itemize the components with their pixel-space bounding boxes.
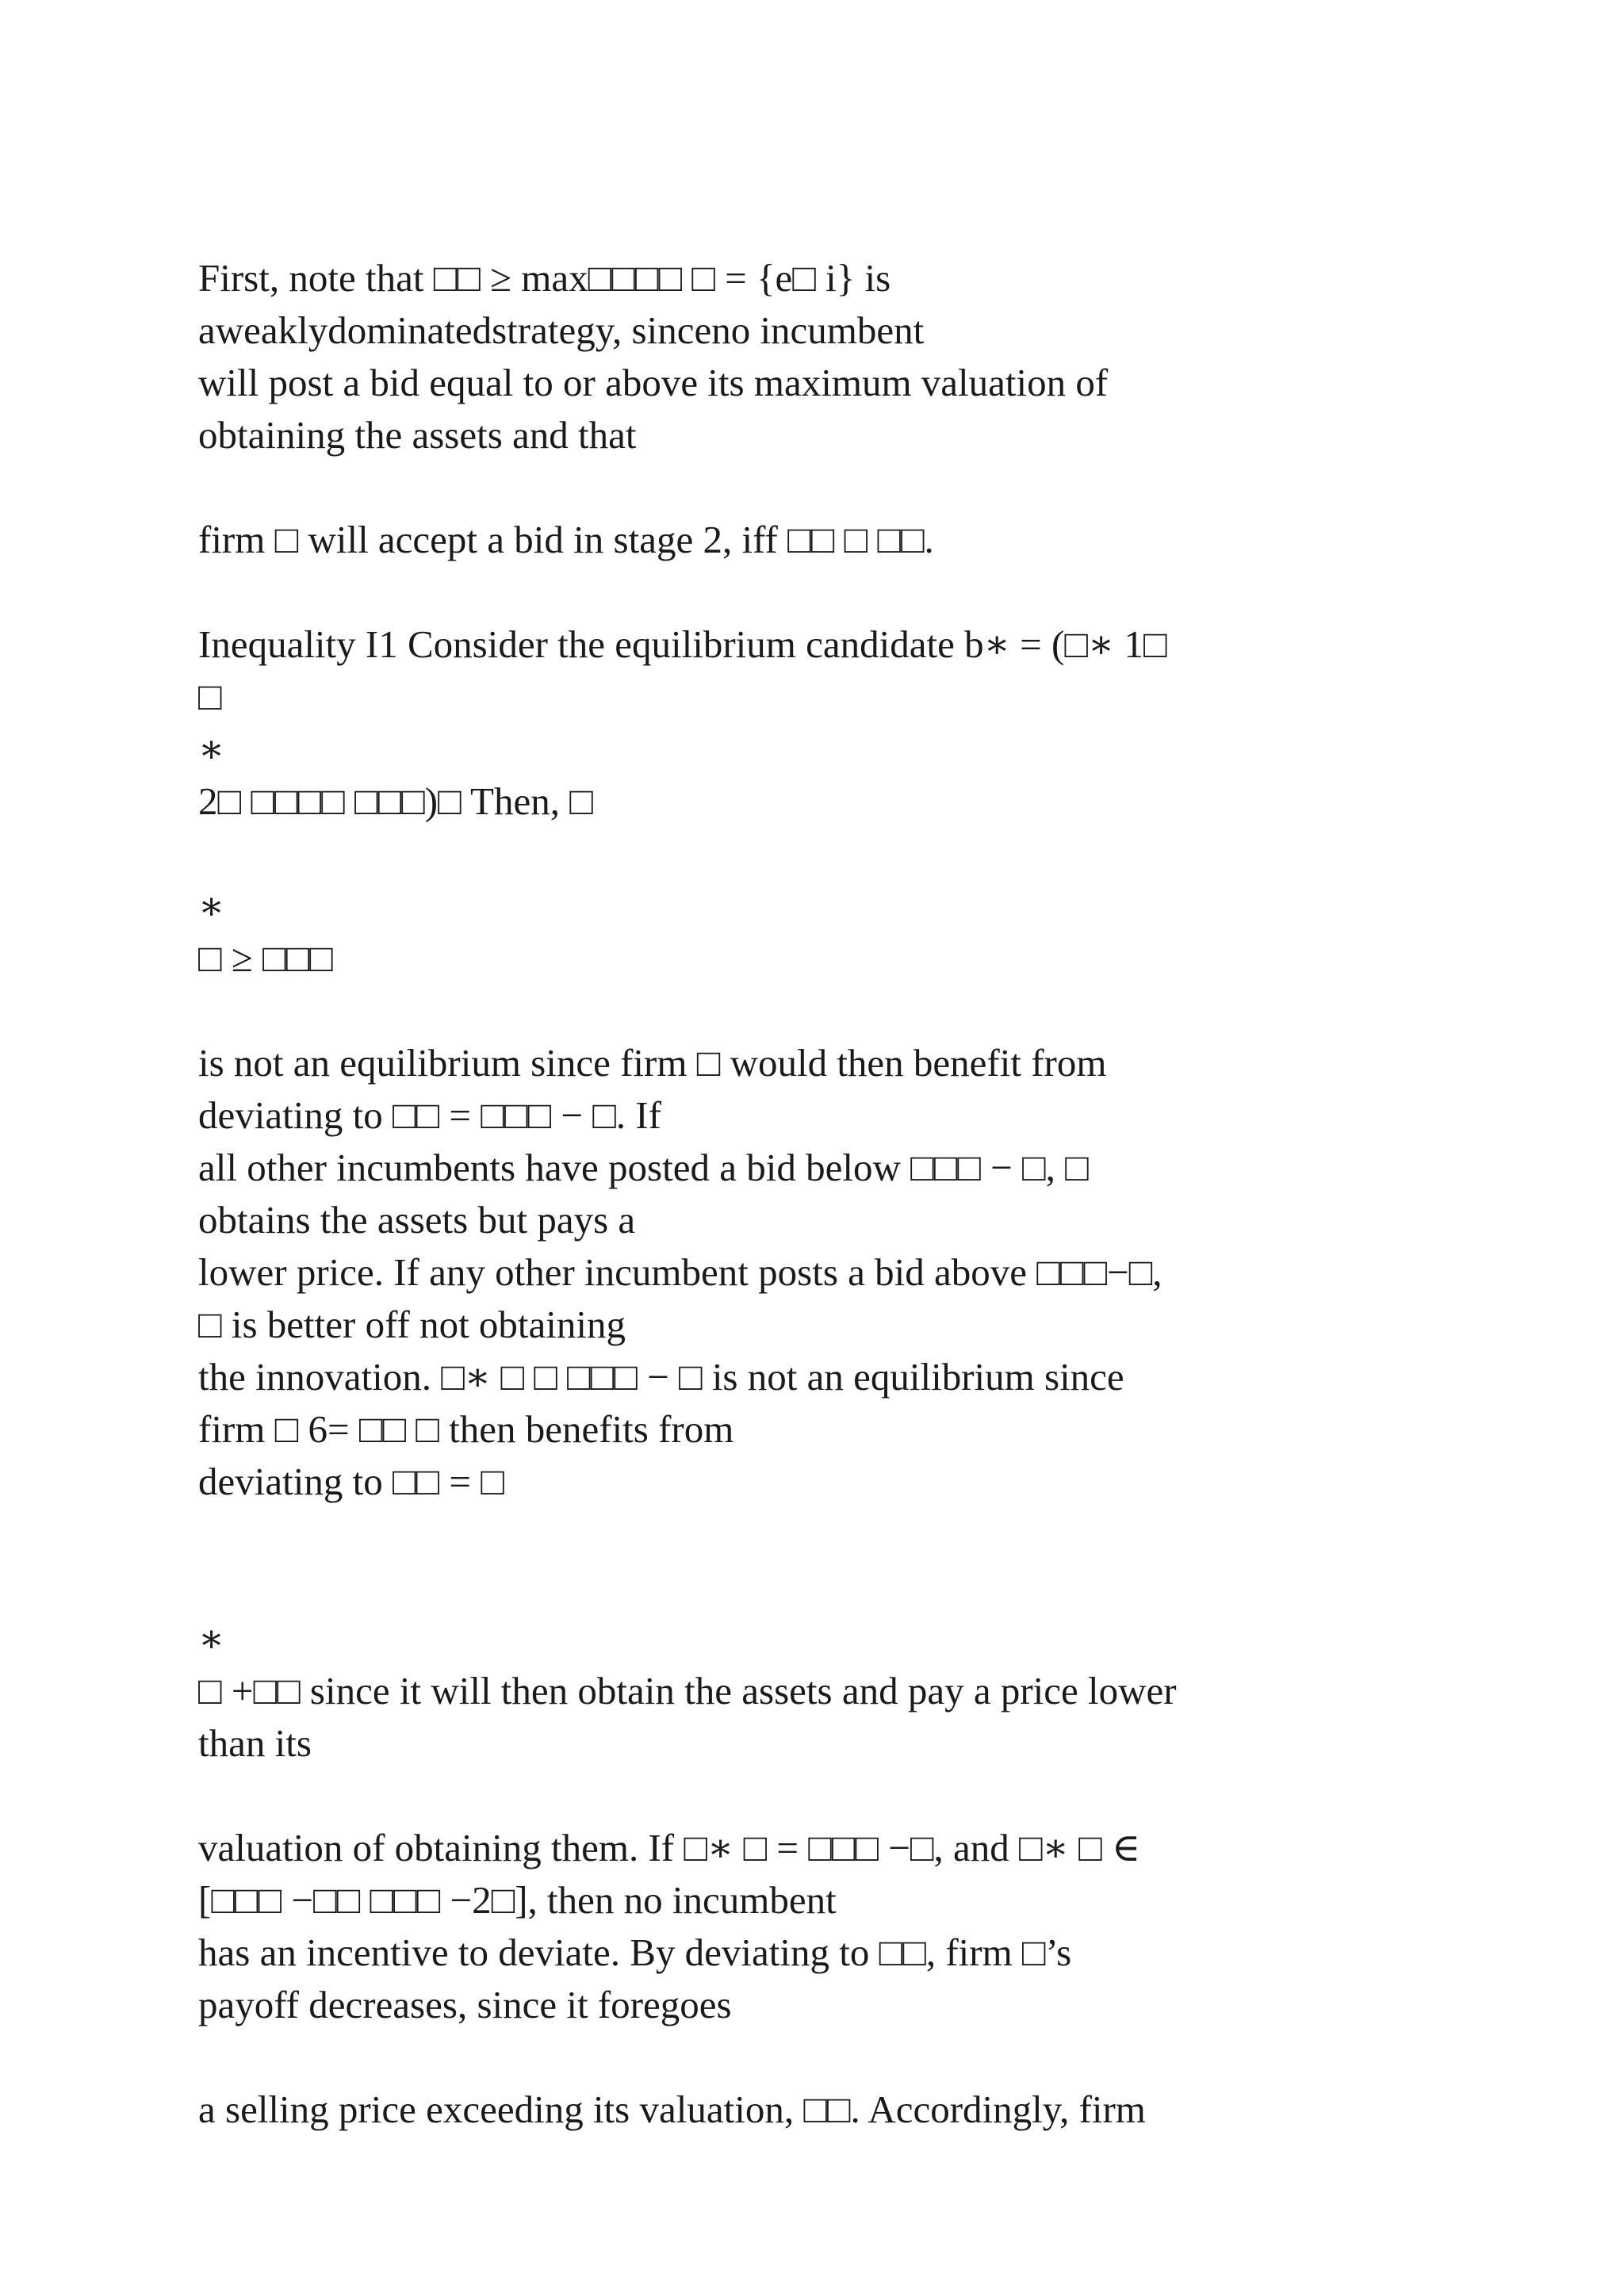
- text-line: payoff decreases, since it foregoes: [198, 1983, 732, 2026]
- text-line: □: [198, 675, 222, 718]
- text-line: □ ≥ □□□: [198, 936, 333, 980]
- blank-line: [198, 1508, 1515, 1560]
- blank-line: [198, 461, 1515, 514]
- text-line: [□□□ −□□ □□□ −2□], then no incumbent: [198, 1878, 837, 1922]
- text-line: all other incumbents have posted a bid below □□□ − □, □: [198, 1146, 1089, 1189]
- text-line: is not an equilibrium since firm □ would then benefit from: [198, 1041, 1107, 1085]
- text-line: Inequality I1 Consider the equilibrium candidate b∗ = (□∗ 1□: [198, 622, 1167, 666]
- text-line: will post a bid equal to or above its maximum valuation of: [198, 361, 1109, 404]
- text-line: lower price. If any other incumbent posts a bid above □□□−□,: [198, 1250, 1162, 1294]
- blank-line: [198, 985, 1515, 1037]
- text-line: the innovation. □∗ □ □ □□□ − □ is not an equilibrium since: [198, 1355, 1124, 1399]
- text-line: aweaklydominatedstrategy, sinceno incumbent: [198, 308, 925, 352]
- text-line: □ is better off not obtaining: [198, 1303, 626, 1346]
- text-line: a selling price exceeding its valuation, □□. Accordingly, firm: [198, 2087, 1146, 2131]
- blank-line: [198, 566, 1515, 618]
- text-line: □ +□□ since it will then obtain the assets and pay a price lower: [198, 1669, 1177, 1712]
- text-line: First, note that □□ ≥ max□□□□ □ = {e□ i} is: [198, 256, 891, 300]
- blank-line: [198, 1560, 1515, 1613]
- text-line: has an incentive to deviate. By deviating to □□, firm □’s: [198, 1931, 1072, 1974]
- text-line: than its: [198, 1721, 312, 1765]
- blank-line: [198, 1770, 1515, 1822]
- text-line: obtaining the assets and that: [198, 413, 637, 457]
- text-line: deviating to □□ = □: [198, 1460, 504, 1503]
- text-line: ∗: [198, 727, 225, 771]
- text-line: deviating to □□ = □□□ − □. If: [198, 1093, 661, 1137]
- text-line: obtains the assets but pays a: [198, 1198, 636, 1242]
- text-line: ∗: [198, 884, 225, 928]
- text-line: firm □ 6= □□ □ then benefits from: [198, 1407, 734, 1451]
- text-line: 2□ □□□□ □□□)□ Then, □: [198, 779, 593, 823]
- blank-line: [198, 828, 1515, 880]
- document-text: [198, 252, 1515, 2136]
- blank-line: [198, 2031, 1515, 2084]
- text-line: valuation of obtaining them. If □∗ □ = □□□ −□, and □∗ □ ∈: [198, 1826, 1141, 1869]
- text-line: ∗: [198, 1617, 225, 1660]
- text-line: firm □ will accept a bid in stage 2, iff □□ □ □□.: [198, 518, 934, 561]
